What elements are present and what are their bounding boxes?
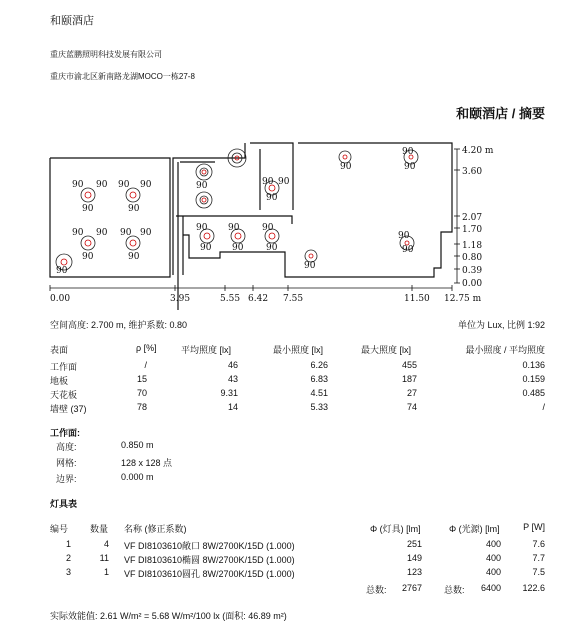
company-address: 重庆市渝北区新南路龙湖MOCO一栋27-8	[50, 72, 195, 81]
luminaire-number: 1	[66, 539, 72, 549]
col-header-quantity: 数量	[90, 524, 109, 534]
x-tick-label: 0.00	[50, 294, 71, 304]
isoline-label: 90	[82, 204, 94, 214]
col-header-number: 编号	[50, 524, 69, 534]
col-header-power: P [W]	[523, 522, 545, 532]
y-tick-label: 0.80	[462, 253, 483, 263]
company-name: 重庆蓝鹏照明科技发展有限公司	[50, 50, 162, 59]
x-tick-label: 11.50	[404, 294, 430, 304]
y-tick-label: 0.00	[462, 279, 483, 289]
y-tick-label: 0.39	[462, 266, 483, 276]
col-header-avg: 平均照度 [lx]	[181, 345, 232, 355]
surface-max: 187	[401, 374, 417, 384]
surface-avg: 43	[227, 374, 238, 384]
total-label: 总数:	[444, 585, 465, 595]
luminaire-name: VF DI8103610圆孔 8W/2700K/15D (1.000)	[124, 569, 295, 579]
surface-uniformity: 0.485	[522, 388, 545, 398]
room-info: 空间高度: 2.700 m, 维护系数: 0.80	[50, 320, 188, 330]
luminaire-power: 7.5	[532, 567, 545, 577]
page-title: 和颐酒店 / 摘要	[456, 106, 545, 121]
y-tick-label: 1.18	[462, 241, 483, 251]
surface-uniformity: 0.136	[522, 360, 545, 370]
isoline-label: 90	[56, 266, 68, 276]
luminaire-lamp-flux: 149	[406, 553, 422, 563]
room-walls	[50, 143, 452, 310]
isoline-label: 90	[96, 228, 108, 238]
luminaire-power: 7.6	[532, 539, 545, 549]
isoline-label: 90	[140, 180, 152, 190]
isoline-label: 90	[128, 252, 140, 262]
surface-name: 墙壁 (37)	[50, 404, 87, 414]
surface-reflectance: 78	[136, 402, 147, 412]
hotel-name: 和颐酒店	[50, 15, 94, 27]
x-tick-label: 12.75 m	[444, 294, 482, 304]
surface-avg: 9.31	[220, 388, 238, 398]
surface-reflectance: 15	[136, 374, 147, 384]
luminaire-lamp-flux: 251	[406, 539, 422, 549]
isoline-label: 90	[72, 228, 84, 238]
col-header-max: 最大照度 [lx]	[361, 345, 412, 355]
x-tick-label: 5.55	[220, 294, 241, 304]
isoline-label: 90	[196, 223, 208, 233]
workplane-label: 高度:	[56, 442, 77, 452]
luminaire-number: 3	[66, 567, 72, 577]
surface-avg: 14	[227, 402, 238, 412]
col-header-name: 名称 (修正系数)	[124, 524, 187, 534]
col-header-surface: 表面	[50, 345, 69, 355]
surface-max: 455	[401, 360, 417, 370]
total-power: 122.6	[522, 583, 545, 593]
surface-min: 4.51	[310, 388, 328, 398]
isoline-label: 90	[200, 243, 212, 253]
luminaire-quantity: 11	[99, 553, 109, 563]
col-header-uniformity: 最小照度 / 平均照度	[465, 345, 545, 355]
total-label: 总数:	[366, 585, 387, 595]
isoline-label: 90	[120, 228, 132, 238]
isoline-label: 90	[128, 204, 140, 214]
isoline-label: 90	[278, 177, 290, 187]
surface-uniformity: /	[542, 402, 545, 412]
isoline-label: 90	[262, 223, 274, 233]
workplane-value: 128 x 128 点	[121, 458, 173, 468]
y-tick-labels	[462, 146, 494, 289]
surface-uniformity: 0.159	[522, 374, 545, 384]
surface-name: 工作面	[50, 362, 78, 372]
surface-name: 天花板	[50, 390, 78, 400]
isoline-labels	[56, 147, 416, 276]
luminaire-power: 7.7	[532, 553, 545, 563]
isoline-label: 90	[232, 243, 244, 253]
x-tick-label: 3.95	[170, 294, 191, 304]
workplane-label: 网格:	[56, 458, 77, 468]
surface-max: 27	[406, 388, 417, 398]
workplane-value: 0.850 m	[121, 440, 154, 450]
surface-reflectance: /	[144, 360, 147, 370]
floor-plan	[0, 140, 567, 310]
luminaire-name: VF DI8103610敞口 8W/2700K/15D (1.000)	[124, 541, 295, 551]
surface-min: 5.33	[310, 402, 328, 412]
luminaire-source-flux: 400	[485, 553, 501, 563]
y-dimension-axis	[454, 149, 460, 283]
isoline-label: 90	[118, 180, 130, 190]
x-tick-label: 6.42	[248, 294, 269, 304]
luminaire-source-flux: 400	[485, 539, 501, 549]
efficiency-value: 实际效能值: 2.61 W/m² = 5.68 W/m²/100 lx (面积: 46.89 m²)	[50, 611, 287, 621]
isoline-label: 90	[82, 252, 94, 262]
x-tick-label: 7.55	[283, 294, 304, 304]
surface-min: 6.26	[310, 360, 328, 370]
isoline-label: 90	[398, 231, 410, 241]
luminaire-name: VF DI8103610椭圆 8W/2700K/15D (1.000)	[124, 555, 295, 565]
surface-min: 6.83	[310, 374, 328, 384]
isoline-label: 90	[404, 162, 416, 172]
luminaire-number: 2	[66, 553, 72, 563]
isoline-label: 90	[266, 243, 278, 253]
isoline-label: 90	[340, 162, 352, 172]
surface-name: 地板	[50, 376, 69, 386]
y-tick-label: 3.60	[462, 167, 483, 177]
isoline-label: 90	[262, 177, 274, 187]
y-tick-label: 4.20 m	[462, 146, 494, 156]
isoline-label: 90	[402, 147, 414, 157]
surface-avg: 46	[227, 360, 238, 370]
total-lamp-flux: 2767	[401, 583, 422, 593]
luminaire-quantity: 1	[103, 567, 109, 577]
col-header-lamp-flux: Φ (灯具) [lm]	[370, 524, 421, 534]
col-header-min: 最小照度 [lx]	[273, 345, 324, 355]
col-header-reflectance: ρ [%]	[136, 343, 157, 353]
workplane-label: 边界:	[56, 474, 77, 484]
unit-scale: 单位为 Lux, 比例 1:92	[457, 320, 545, 330]
luminaire-lamp-flux: 123	[406, 567, 422, 577]
y-tick-label: 1.70	[462, 225, 483, 235]
isoline-label: 90	[140, 228, 152, 238]
isoline-label: 90	[266, 193, 278, 203]
total-source-flux: 6400	[480, 583, 501, 593]
isoline-label: 90	[304, 261, 316, 271]
y-tick-label: 2.07	[462, 213, 483, 223]
luminaire-table-title: 灯具表	[50, 499, 78, 509]
workplane-title: 工作面:	[50, 428, 80, 438]
surface-reflectance: 70	[136, 388, 147, 398]
isoline-label: 90	[72, 180, 84, 190]
luminaire-source-flux: 400	[485, 567, 501, 577]
workplane-value: 0.000 m	[121, 472, 154, 482]
luminaire-quantity: 4	[103, 539, 109, 549]
col-header-source-flux: Φ (光源) [lm]	[449, 524, 500, 534]
isoline-label: 90	[196, 181, 208, 191]
isoline-label: 90	[402, 245, 414, 255]
isoline-label: 90	[96, 180, 108, 190]
isoline-label: 90	[228, 223, 240, 233]
x-dimension-axis	[50, 285, 452, 291]
surface-max: 74	[406, 402, 417, 412]
x-tick-labels	[50, 294, 482, 304]
